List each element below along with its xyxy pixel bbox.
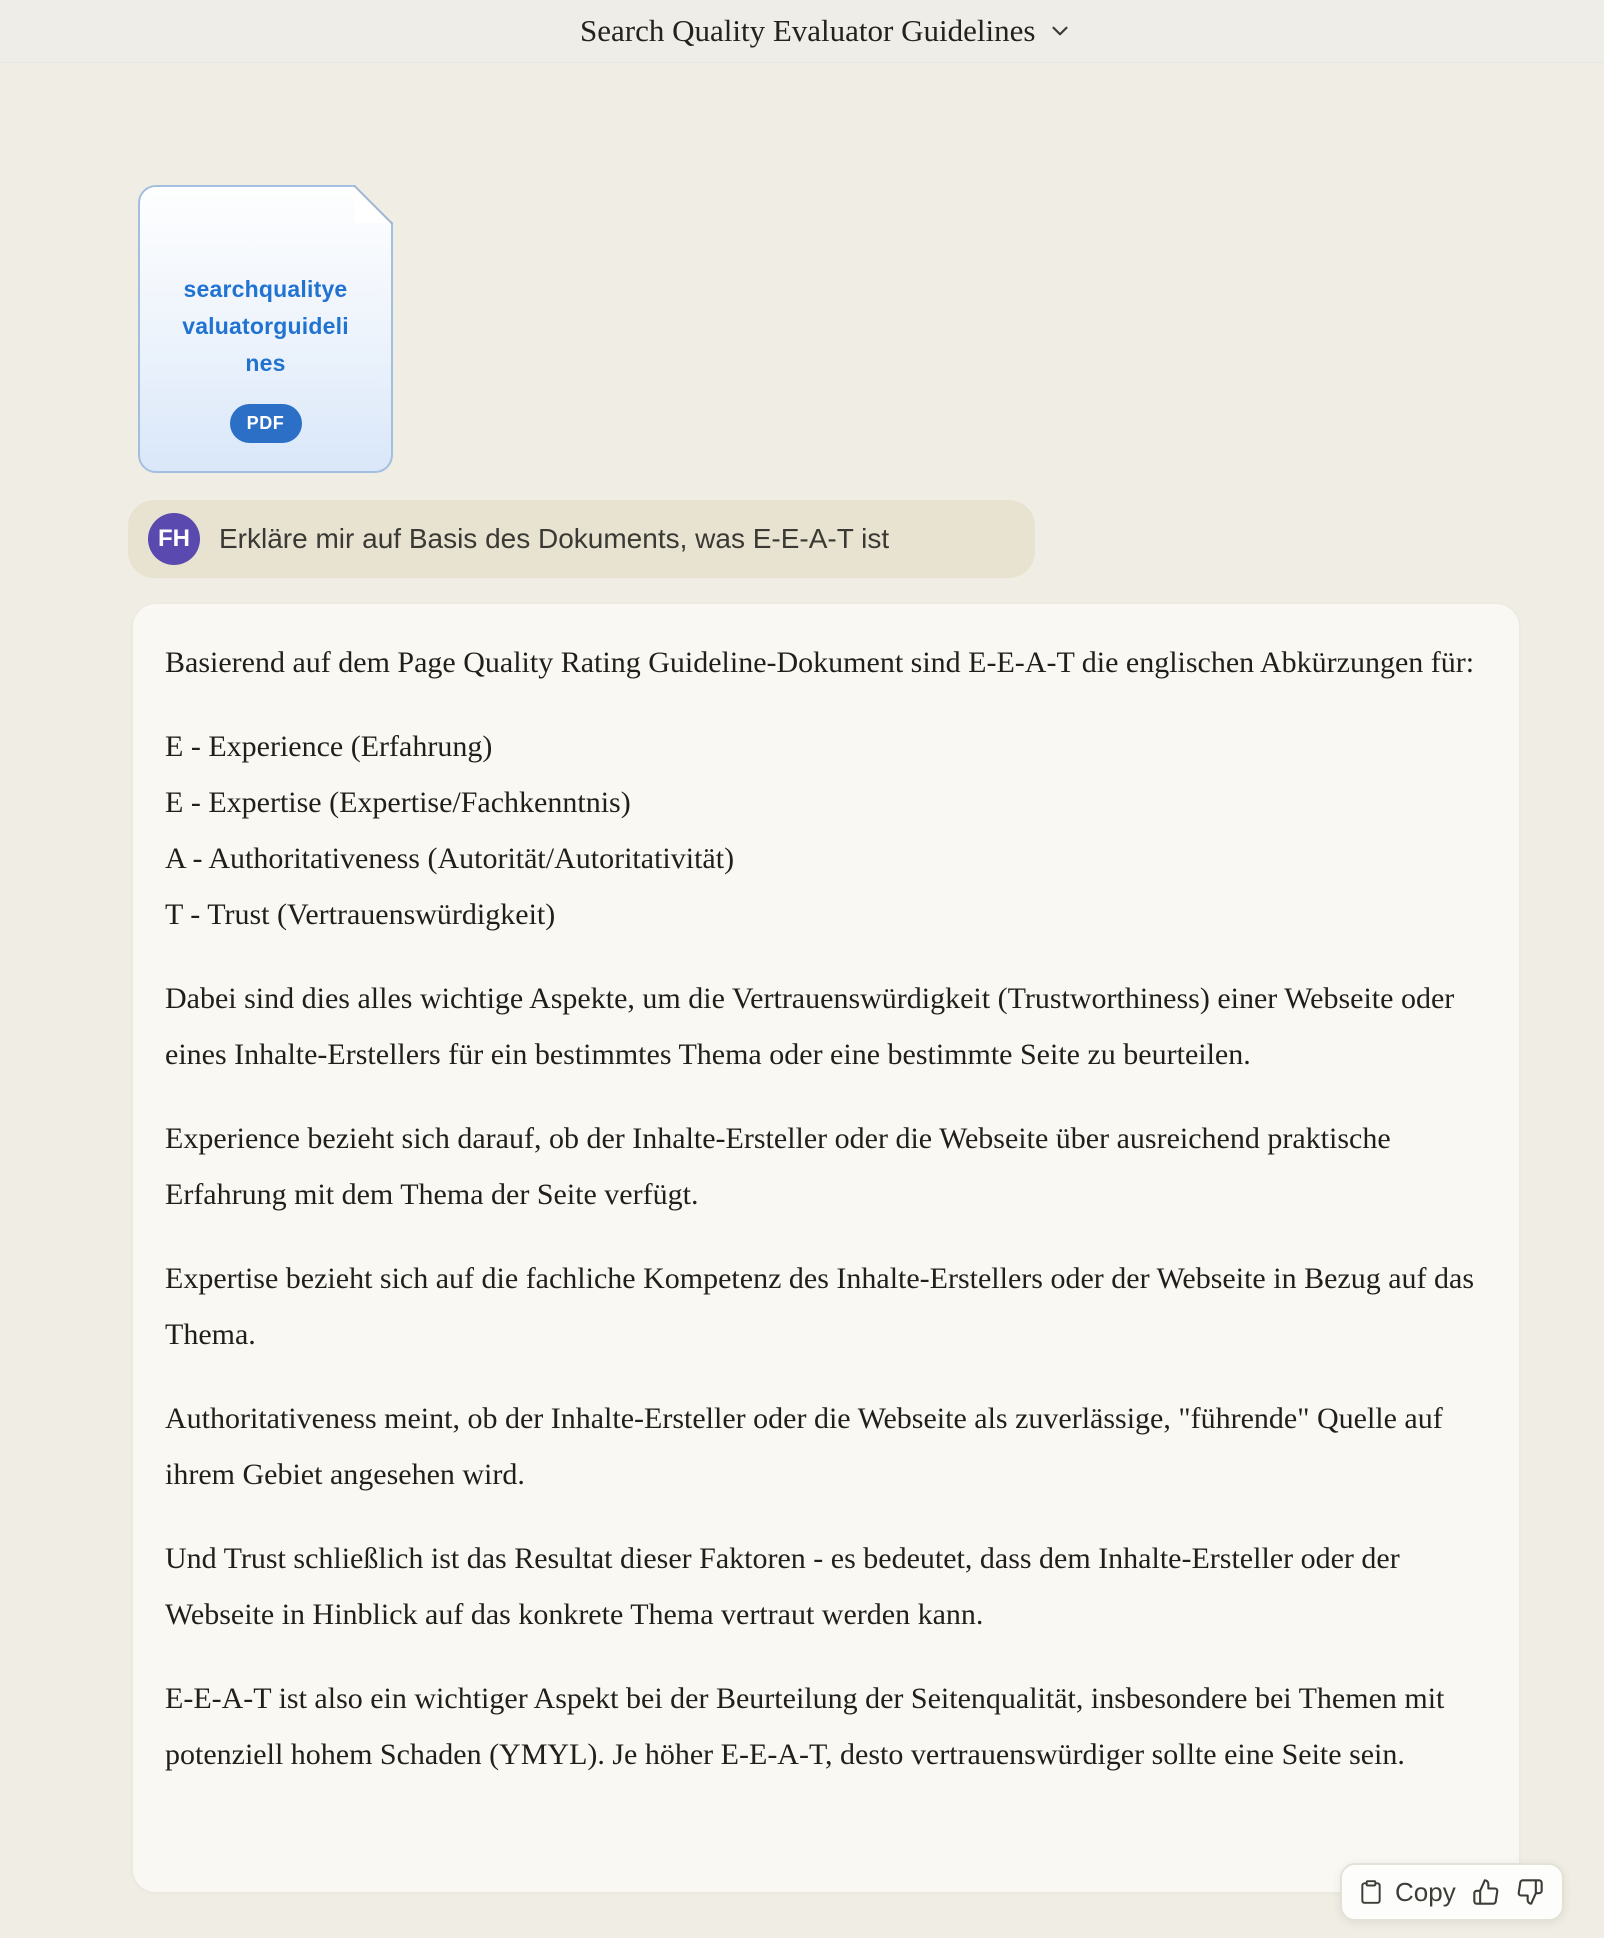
chevron-down-icon <box>1047 18 1073 44</box>
assistant-paragraph: Authoritativeness meint, ob der Inhalte-Ersteller oder die Webseite als zuverlässige, "führende" Quelle auf ihrem Gebiet angesehen wird. <box>165 1402 1443 1491</box>
user-message-bubble <box>128 500 1035 578</box>
assistant-message-card <box>132 603 1520 1893</box>
assistant-paragraph: E - Experience (Erfahrung) E - Expertise (Expertise/Fachkenntnis) A - Authoritativeness (Autorität/Autoritativität) T - Trust (Vertrauenswürdigkeit) <box>165 730 735 931</box>
assistant-paragraph: Experience bezieht sich darauf, ob der Inhalte-Ersteller oder die Webseite über ausreichend praktische Erfahrung mit dem Thema der Seite verfügt. <box>165 1122 1391 1211</box>
attachment-card-pdf[interactable] <box>138 185 393 473</box>
thumbs-up-button[interactable] <box>1456 1878 1500 1906</box>
assistant-paragraph: Und Trust schließlich ist das Resultat dieser Faktoren - es bedeutet, dass dem Inhalte-Ersteller oder der Webseite in Hinblick auf das konkrete Thema vertraut werden kann. <box>165 1542 1400 1631</box>
thumbs-up-icon <box>1472 1878 1500 1906</box>
assistant-paragraph: E-E-A-T ist also ein wichtiger Aspekt bei der Beurteilung der Seitenqualität, insbesondere bei Themen mit potenziell hohem Schaden (YMYL). Je höher E-E-A-T, desto vertrauenswürdiger sollte eine Seite sein. <box>165 1682 1445 1771</box>
user-avatar: FH <box>148 513 200 565</box>
assistant-response-text <box>165 635 1487 1783</box>
user-message-text: Erkläre mir auf Basis des Dokuments, was E-E-A-T ist <box>219 523 890 554</box>
clipboard-icon <box>1358 1879 1384 1905</box>
thumbs-down-icon <box>1516 1878 1544 1906</box>
thumbs-down-button[interactable] <box>1500 1878 1544 1906</box>
page-title: Search Quality Evaluator Guidelines <box>580 13 1036 48</box>
assistant-paragraph: Expertise bezieht sich auf die fachliche Kompetenz des Inhalte-Erstellers oder der Webseite in Bezug auf das Thema. <box>165 1262 1474 1351</box>
attachment-filename: searchqualitye valuatorguideli nes <box>182 276 349 376</box>
copy-button[interactable] <box>1358 1877 1456 1908</box>
pdf-badge: PDF <box>230 404 302 443</box>
conversation-title-menu[interactable] <box>580 0 1073 62</box>
message-actions-toolbar <box>1340 1863 1564 1921</box>
copy-label: Copy <box>1395 1876 1456 1907</box>
page-fold-decoration <box>355 185 393 223</box>
conversation-header <box>0 0 1604 63</box>
assistant-paragraph: Dabei sind dies alles wichtige Aspekte, um die Vertrauenswürdigkeit (Trustworthiness) einer Webseite oder eines Inhalte-Erstellers für ein bestimmtes Thema oder eine bestimmte Seite zu beurteilen. <box>165 982 1455 1071</box>
assistant-paragraph: Basierend auf dem Page Quality Rating Guideline-Dokument sind E-E-A-T die englischen Abkürzungen für: <box>165 646 1475 679</box>
